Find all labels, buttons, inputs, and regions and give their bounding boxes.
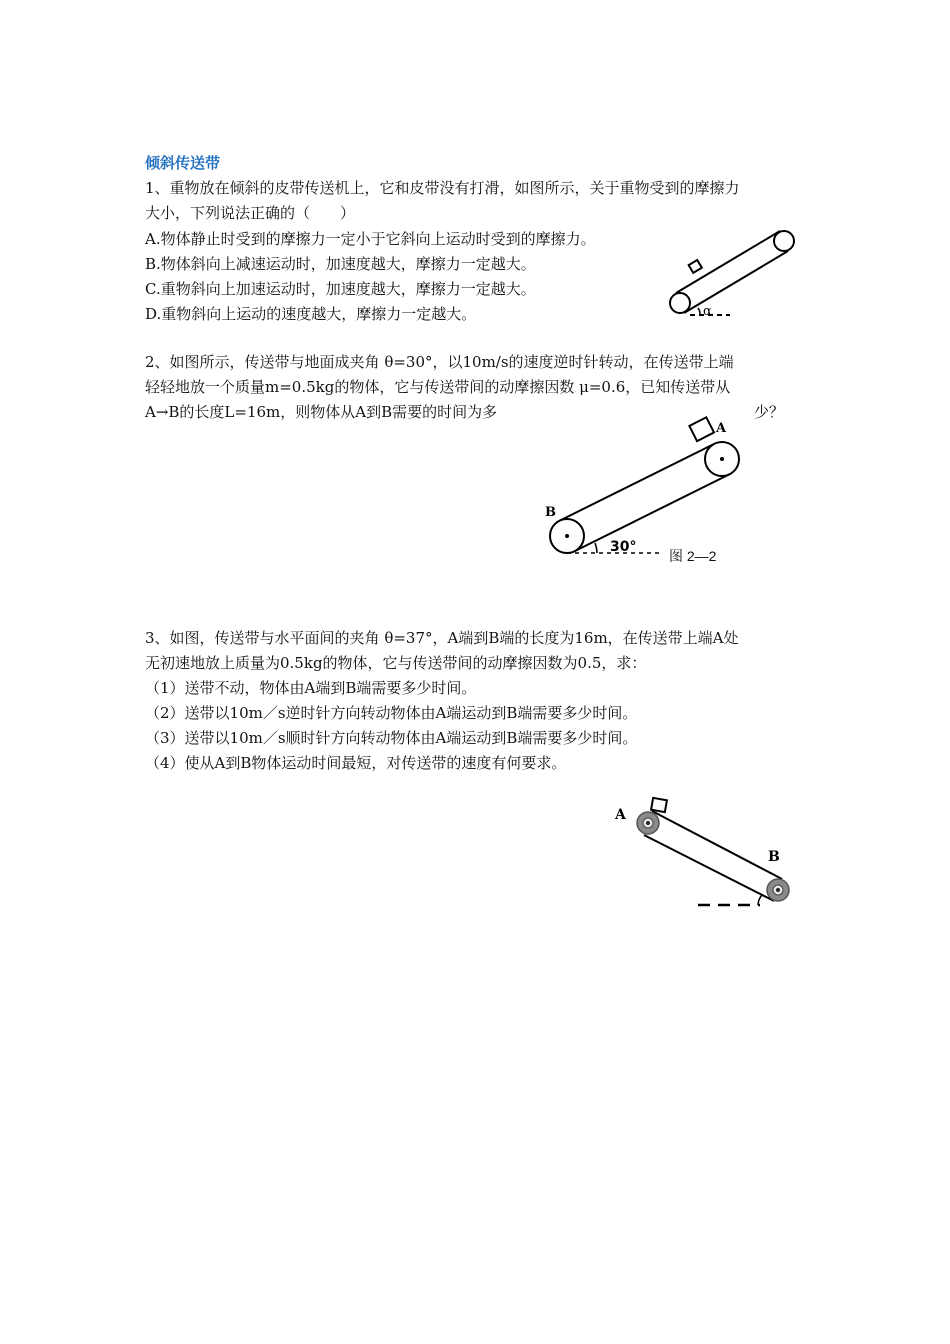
q2-stem-line-1: 2、如图所示，传送带与地面成夹角 θ=30°，以10m/s的速度逆时针转动，在传送带上端 <box>145 353 734 371</box>
q1-option-c: C.重物斜向上加速运动时，加速度越大，摩擦力一定越大。 <box>145 280 536 298</box>
q1-option-a: A.物体静止时受到的摩擦力一定小于它斜向上运动时受到的摩擦力。 <box>145 230 596 248</box>
q3-item-1: （1）送带不动，物体由A端到B端需要多少时间。 <box>145 679 477 697</box>
q3-angle-arc <box>758 895 762 905</box>
q1-bottom-pulley <box>670 293 690 313</box>
q2-pulley-a-axle <box>720 457 724 461</box>
q2-label-a: A <box>716 421 727 436</box>
q2-stem-line-3: A→B的长度L=16m，则物体从A到B需要的时间为多 <box>145 403 498 421</box>
q3-stem-line-1: 3、如图，传送带与水平面间的夹角 θ=37°，A端到B端的长度为16m，在传送带上端A处 <box>145 629 739 647</box>
q2-figure-caption: 图 2—2 <box>669 548 717 564</box>
q3-block <box>651 798 667 812</box>
q1-option-d: D.重物斜向上运动的速度越大，摩擦力一定越大。 <box>145 305 477 323</box>
q3-belt-lower <box>644 835 774 901</box>
q1-belt-figure <box>660 222 800 322</box>
q1-belt-upper <box>676 231 780 293</box>
q3-label-b: B <box>768 849 780 865</box>
q3-stem-line-2: 无初速地放上质量为0.5kg的物体，它与传送带间的动摩擦因数为0.5，求： <box>145 654 647 672</box>
q1-block <box>689 260 702 273</box>
q2-belt-lower <box>575 474 730 551</box>
q1-option-b: B.物体斜向上减速运动时，加速度越大，摩擦力一定越大。 <box>145 255 536 273</box>
q2-angle-label: 30° <box>610 539 637 555</box>
q3-item-3: （3）送带以10m／s顺时针方向转动物体由A端运动到B端需要多少时间。 <box>145 729 638 747</box>
q2-belt-upper <box>559 444 714 521</box>
q3-item-2: （2）送带以10m／s逆时针方向转动物体由A端运动到B端需要多少时间。 <box>145 704 638 722</box>
q3-belt-upper <box>652 811 782 879</box>
q2-angle-arc <box>595 543 597 553</box>
q1-top-pulley <box>774 231 794 251</box>
q1-angle-label: α <box>703 304 712 319</box>
section-title: 倾斜传送带 <box>145 154 221 172</box>
q1-stem-line-1: 1、重物放在倾斜的皮带传送机上，它和皮带没有打滑，如图所示，关于重物受到的摩擦力 <box>145 179 740 197</box>
q1-angle-arc <box>698 308 700 315</box>
q2-stem-line-2: 轻轻地放一个质量m=0.5kg的物体，它与传送带间的动摩擦因数 μ=0.6，已知传送带从 <box>145 378 731 396</box>
q1-stem-line-2: 大小，下列说法正确的（ ） <box>145 204 356 222</box>
q3-label-a: A <box>615 807 626 823</box>
q3-belt-figure <box>610 795 800 915</box>
q2-label-b: B <box>545 505 556 520</box>
q3-item-4: （4）使从A到B物体运动时间最短，对传送带的速度有何要求。 <box>145 754 567 772</box>
q2-stem-line-3-end: 少？ <box>754 403 785 421</box>
q2-pulley-b-axle <box>565 534 569 538</box>
q1-belt-lower <box>684 251 788 313</box>
q2-block <box>689 417 714 441</box>
